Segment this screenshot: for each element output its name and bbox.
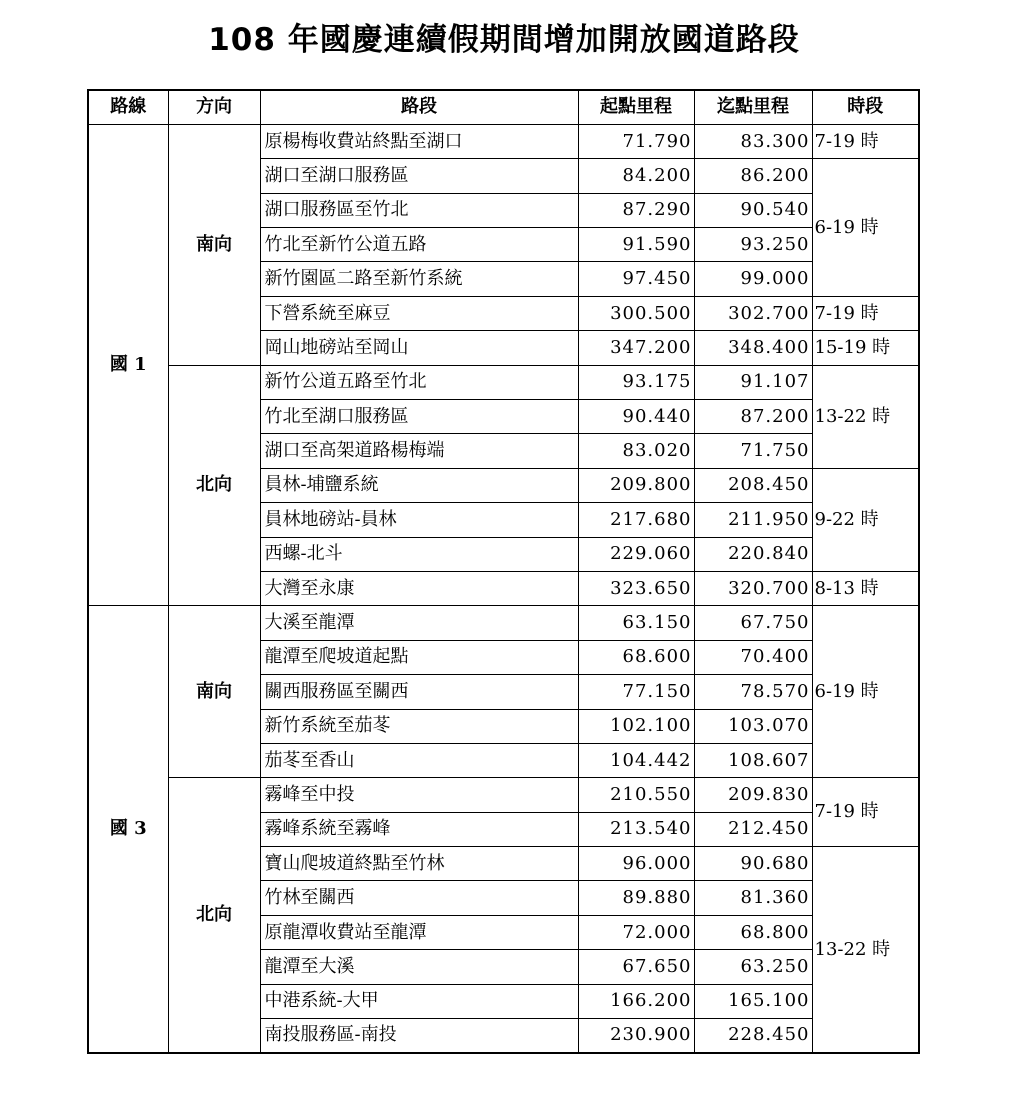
segment-cell: 原楊梅收費站終點至湖口 — [260, 124, 578, 158]
end-km-cell: 81.360 — [694, 881, 812, 915]
segment-cell: 龍潭至爬坡道起點 — [260, 640, 578, 674]
segment-cell: 竹林至關西 — [260, 881, 578, 915]
hours-cell: 6-19 時 — [812, 159, 919, 297]
direction-cell: 北向 — [168, 365, 260, 606]
start-km-cell: 300.500 — [578, 296, 694, 330]
start-km-cell: 91.590 — [578, 228, 694, 262]
table-row — [88, 124, 919, 158]
header-hours: 時段 — [812, 90, 919, 124]
start-km-cell: 96.000 — [578, 847, 694, 881]
hours-cell: 8-13 時 — [812, 571, 919, 605]
end-km-cell: 63.250 — [694, 950, 812, 984]
header-end-km: 迄點里程 — [694, 90, 812, 124]
start-km-cell: 71.790 — [578, 124, 694, 158]
end-km-cell: 90.540 — [694, 193, 812, 227]
end-km-cell: 320.700 — [694, 571, 812, 605]
start-km-cell: 72.000 — [578, 915, 694, 949]
start-km-cell: 166.200 — [578, 984, 694, 1018]
end-km-cell: 108.607 — [694, 743, 812, 777]
table-row — [88, 365, 919, 399]
end-km-cell: 68.800 — [694, 915, 812, 949]
start-km-cell: 347.200 — [578, 331, 694, 365]
end-km-cell: 83.300 — [694, 124, 812, 158]
segment-cell: 原龍潭收費站至龍潭 — [260, 915, 578, 949]
start-km-cell: 230.900 — [578, 1019, 694, 1053]
start-km-cell: 84.200 — [578, 159, 694, 193]
end-km-cell: 90.680 — [694, 847, 812, 881]
segment-cell: 寶山爬坡道終點至竹林 — [260, 847, 578, 881]
header-segment: 路段 — [260, 90, 578, 124]
end-km-cell: 103.070 — [694, 709, 812, 743]
start-km-cell: 97.450 — [578, 262, 694, 296]
direction-cell: 北向 — [168, 778, 260, 1053]
end-km-cell: 93.250 — [694, 228, 812, 262]
start-km-cell: 63.150 — [578, 606, 694, 640]
hours-cell: 7-19 時 — [812, 296, 919, 330]
segment-cell: 湖口至高架道路楊梅端 — [260, 434, 578, 468]
direction-cell: 南向 — [168, 606, 260, 778]
segment-cell: 西螺-北斗 — [260, 537, 578, 571]
hours-cell: 13-22 時 — [812, 847, 919, 1053]
segment-cell: 中港系統-大甲 — [260, 984, 578, 1018]
table-row — [88, 778, 919, 812]
segment-cell: 員林-埔鹽系統 — [260, 468, 578, 502]
end-km-cell: 209.830 — [694, 778, 812, 812]
hours-cell: 9-22 時 — [812, 468, 919, 571]
start-km-cell: 323.650 — [578, 571, 694, 605]
end-km-cell: 228.450 — [694, 1019, 812, 1053]
header-route: 路線 — [88, 90, 168, 124]
end-km-cell: 165.100 — [694, 984, 812, 1018]
segment-cell: 南投服務區-南投 — [260, 1019, 578, 1053]
start-km-cell: 77.150 — [578, 675, 694, 709]
header-start-km: 起點里程 — [578, 90, 694, 124]
segment-cell: 霧峰系統至霧峰 — [260, 812, 578, 846]
segment-cell: 竹北至新竹公道五路 — [260, 228, 578, 262]
start-km-cell: 87.290 — [578, 193, 694, 227]
start-km-cell: 93.175 — [578, 365, 694, 399]
hours-cell: 7-19 時 — [812, 778, 919, 847]
end-km-cell: 87.200 — [694, 400, 812, 434]
end-km-cell: 99.000 — [694, 262, 812, 296]
start-km-cell: 229.060 — [578, 537, 694, 571]
segment-cell: 岡山地磅站至岡山 — [260, 331, 578, 365]
end-km-cell: 70.400 — [694, 640, 812, 674]
start-km-cell: 67.650 — [578, 950, 694, 984]
end-km-cell: 71.750 — [694, 434, 812, 468]
segment-cell: 湖口服務區至竹北 — [260, 193, 578, 227]
end-km-cell: 212.450 — [694, 812, 812, 846]
start-km-cell: 83.020 — [578, 434, 694, 468]
header-direction: 方向 — [168, 90, 260, 124]
end-km-cell: 302.700 — [694, 296, 812, 330]
table-row — [88, 606, 919, 640]
segment-cell: 龍潭至大溪 — [260, 950, 578, 984]
start-km-cell: 213.540 — [578, 812, 694, 846]
header-row — [88, 90, 919, 124]
hours-cell: 7-19 時 — [812, 124, 919, 158]
end-km-cell: 78.570 — [694, 675, 812, 709]
start-km-cell: 209.800 — [578, 468, 694, 502]
end-km-cell: 220.840 — [694, 537, 812, 571]
direction-cell: 南向 — [168, 124, 260, 365]
route-cell: 國 3 — [88, 606, 168, 1053]
route-cell: 國 1 — [88, 124, 168, 605]
end-km-cell: 86.200 — [694, 159, 812, 193]
segment-cell: 新竹園區二路至新竹系統 — [260, 262, 578, 296]
end-km-cell: 348.400 — [694, 331, 812, 365]
segment-cell: 竹北至湖口服務區 — [260, 400, 578, 434]
segment-cell: 員林地磅站-員林 — [260, 503, 578, 537]
start-km-cell: 90.440 — [578, 400, 694, 434]
end-km-cell: 208.450 — [694, 468, 812, 502]
page-title: 108 年國慶連續假期間增加開放國道路段 — [208, 22, 800, 58]
road-opening-table — [87, 89, 920, 1054]
segment-cell: 下營系統至麻豆 — [260, 296, 578, 330]
start-km-cell: 102.100 — [578, 709, 694, 743]
segment-cell: 霧峰至中投 — [260, 778, 578, 812]
segment-cell: 關西服務區至關西 — [260, 675, 578, 709]
segment-cell: 新竹系統至茄苳 — [260, 709, 578, 743]
segment-cell: 新竹公道五路至竹北 — [260, 365, 578, 399]
hours-cell: 6-19 時 — [812, 606, 919, 778]
segment-cell: 大灣至永康 — [260, 571, 578, 605]
start-km-cell: 210.550 — [578, 778, 694, 812]
start-km-cell: 217.680 — [578, 503, 694, 537]
hours-cell: 15-19 時 — [812, 331, 919, 365]
end-km-cell: 211.950 — [694, 503, 812, 537]
end-km-cell: 67.750 — [694, 606, 812, 640]
start-km-cell: 89.880 — [578, 881, 694, 915]
hours-cell: 13-22 時 — [812, 365, 919, 468]
segment-cell: 湖口至湖口服務區 — [260, 159, 578, 193]
end-km-cell: 91.107 — [694, 365, 812, 399]
segment-cell: 大溪至龍潭 — [260, 606, 578, 640]
start-km-cell: 104.442 — [578, 743, 694, 777]
start-km-cell: 68.600 — [578, 640, 694, 674]
segment-cell: 茄苳至香山 — [260, 743, 578, 777]
